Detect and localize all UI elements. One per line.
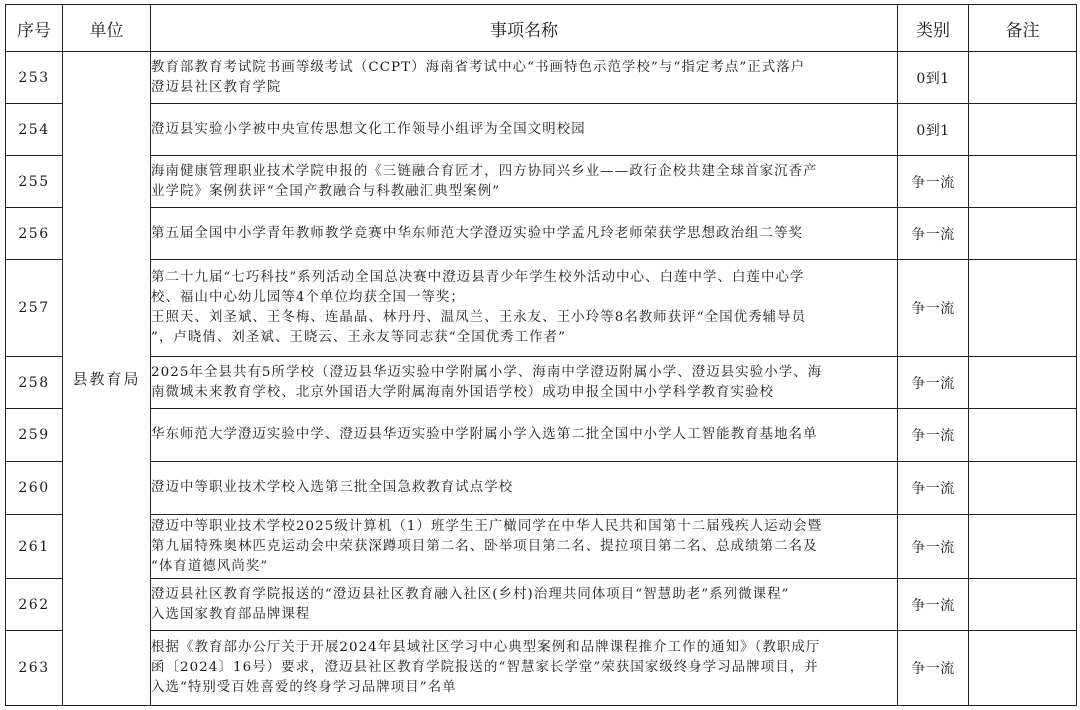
row-category: 争一流 <box>898 357 969 409</box>
row-item: 华东师范大学澄迈实验中学、澄迈县华迈实验中学附属小学入选第二批全国中小学人工智能教育基地名单 <box>151 409 898 462</box>
header-item: 事项名称 <box>151 5 898 52</box>
row-item: 海南健康管理职业技术学院申报的《三链融合育匠才，四方协同兴乡业——政行企校共建全球首家沉香产 业学院》案例获评“全国产教融合与科教融汇典型案例” <box>151 156 898 208</box>
row-item: 澄迈中等职业技术学校2025级计算机（1）班学生王广橄同学在中华人民共和国第十二届残疾人运动会暨 第九届特殊奥林匹克运动会中荣获深蹲项目第二名、卧举项目第二名、提拉项目第二名、总成绩第二名及 “体育道德风尚奖” <box>151 515 898 579</box>
row-note <box>969 357 1077 409</box>
table-header-row <box>6 5 1077 52</box>
header-unit: 单位 <box>63 5 151 52</box>
row-category: 争一流 <box>898 579 969 631</box>
row-seq: 261 <box>6 515 63 579</box>
row-category: 争一流 <box>898 208 969 260</box>
row-seq: 256 <box>6 208 63 260</box>
row-category: 争一流 <box>898 260 969 357</box>
table-row <box>6 631 1077 706</box>
table-row <box>6 260 1077 357</box>
row-item: 根据《教育部办公厅关于开展2024年县域社区学习中心典型案例和品牌课程推介工作的通知》（教职成厅 函〔2024〕16号）要求，澄迈县社区教育学院报送的“智慧家长学堂”荣获国家级终身学习品牌项目，并 入选“特别受百姓喜爱的终身学习品牌项目”名单 <box>151 631 898 706</box>
row-note <box>969 515 1077 579</box>
row-seq: 263 <box>6 631 63 706</box>
row-note <box>969 208 1077 260</box>
row-item: 第二十九届“七巧科技”系列活动全国总决赛中澄迈县青少年学生校外活动中心、白莲中学、白莲中心学 校、福山中心幼儿园等4个单位均获全国一等奖； 王照天、刘圣斌、王冬梅、连晶晶、林丹丹、温凤兰、王永友、王小玲等8名教师获评“全国优秀辅导员 ”，卢晓倩、刘圣斌、王晓云、王永友等同志获“全国优秀工作者” <box>151 260 898 357</box>
row-seq: 259 <box>6 409 63 462</box>
header-seq: 序号 <box>6 5 63 52</box>
row-category: 争一流 <box>898 156 969 208</box>
row-note <box>969 631 1077 706</box>
row-item: 教育部教育考试院书画等级考试（CCPT）海南省考试中心“书画特色示范学校”与“指定考点”正式落户 澄迈县社区教育学院 <box>151 52 898 104</box>
row-seq: 255 <box>6 156 63 208</box>
row-category: 争一流 <box>898 631 969 706</box>
row-note <box>969 462 1077 515</box>
row-note <box>969 579 1077 631</box>
table-row <box>6 156 1077 208</box>
row-category: 争一流 <box>898 409 969 462</box>
row-category: 争一流 <box>898 515 969 579</box>
table-row <box>6 409 1077 462</box>
row-seq: 253 <box>6 52 63 104</box>
table-row <box>6 208 1077 260</box>
table-row <box>6 515 1077 579</box>
table-row <box>6 579 1077 631</box>
table-row <box>6 357 1077 409</box>
row-category: 争一流 <box>898 462 969 515</box>
row-seq: 257 <box>6 260 63 357</box>
row-note <box>969 52 1077 104</box>
header-category: 类别 <box>898 5 969 52</box>
row-item: 澄迈中等职业技术学校入选第三批全国急救教育试点学校 <box>151 462 898 515</box>
table-row <box>6 104 1077 156</box>
table-row <box>6 462 1077 515</box>
achievements-table <box>5 4 1077 706</box>
row-item: 澄迈县社区教育学院报送的“澄迈县社区教育融入社区(乡村)治理共同体项目“智慧助老”系列微课程” 入选国家教育部品牌课程 <box>151 579 898 631</box>
row-seq: 262 <box>6 579 63 631</box>
table-row <box>6 52 1077 104</box>
unit-cell: 县教育局 <box>63 52 151 706</box>
row-note <box>969 104 1077 156</box>
row-note <box>969 156 1077 208</box>
row-item: 澄迈县实验小学被中央宣传思想文化工作领导小组评为全国文明校园 <box>151 104 898 156</box>
row-category: 0到1 <box>898 104 969 156</box>
row-category: 0到1 <box>898 52 969 104</box>
row-note <box>969 409 1077 462</box>
row-note <box>969 260 1077 357</box>
row-item: 2025年全县共有5所学校（澄迈县华迈实验中学附属小学、海南中学澄迈附属小学、澄迈县实验小学、海 南微城未来教育学校、北京外国语大学附属海南外国语学校）成功申报全国中小学科学教育实验校 <box>151 357 898 409</box>
row-seq: 258 <box>6 357 63 409</box>
row-seq: 254 <box>6 104 63 156</box>
row-seq: 260 <box>6 462 63 515</box>
header-note: 备注 <box>969 5 1077 52</box>
row-item: 第五届全国中小学青年教师教学竞赛中华东师范大学澄迈实验中学孟凡玲老师荣获学思想政治组二等奖 <box>151 208 898 260</box>
